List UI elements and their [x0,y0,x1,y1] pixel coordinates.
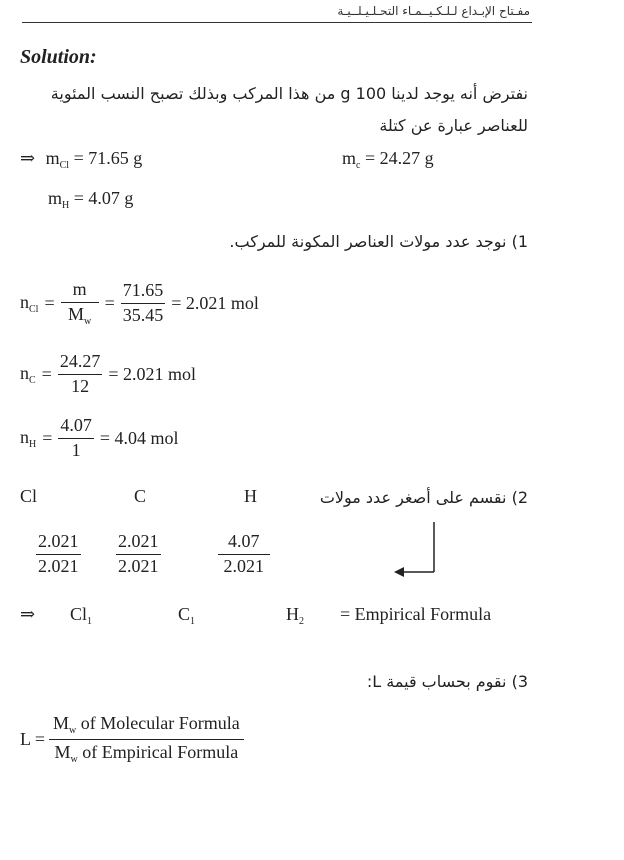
n-h-subscript: H [29,438,37,450]
n-symbol: n [20,362,29,383]
n-h-equation [20,416,179,461]
mw-symbol: M [54,742,71,762]
h-count: 2 [299,616,304,627]
column-cl: Cl [20,486,38,506]
fraction-numerator: 24.27 [58,352,103,375]
fraction-denominator: 12 [71,375,90,396]
cl-count: 1 [87,616,93,627]
fraction-numerator: 2.021 [116,532,161,555]
mass-h-subscript: H [62,200,70,211]
step2-text: 2) نقسم على أصغر عدد مولات [319,488,528,507]
n-c-equation [20,352,196,397]
n-symbol: n [20,426,29,447]
fraction-24-27-over-12 [58,352,103,397]
fraction-denominator: 2.021 [223,555,264,576]
fraction-numerator: 4.07 [58,416,94,439]
fraction-numerator: 4.07 [218,532,270,555]
mass-c-line [342,148,434,171]
n-cl-equation [20,280,259,327]
mass-symbol: m [45,148,60,168]
mass-c-value: = 24.27 g [364,148,434,168]
n-h-result: = 4.04 mol [99,427,179,448]
mass-symbol-c: m [342,148,357,168]
ratio-h [218,532,270,577]
l-denominator [50,740,242,765]
equals-sign-2: = [104,292,115,313]
header-rule [22,22,532,23]
mw-subscript: w [70,754,78,765]
step1-text: 1) نوجد عدد مولات العناصر المكونة للمركب. [229,232,528,251]
fraction-denominator: 35.45 [122,304,164,325]
mass-h-line [48,188,133,211]
page-header-title: مفـتاح الإبـداع لـلـكـيــمـاء التحـلـيـلــيـة [337,4,530,18]
fraction-l [49,714,244,765]
l-formula [20,714,244,765]
n-symbol: n [20,291,29,312]
fraction-numerator: 2.021 [36,532,81,555]
element-cl: Cl [70,604,88,624]
solution-label: Solution: [20,46,97,68]
equals-sign: = [44,292,55,313]
n-c-result: = 2.021 mol [108,363,196,384]
empirical-formula-label: = Empirical Formula [340,604,492,624]
molecular-formula-text: of Molecular Formula [76,713,240,733]
mass-cl-line [20,148,142,171]
c-count: 1 [190,616,196,627]
mass-h-value: = 4.07 g [73,188,134,208]
fraction-m-over-mw [61,280,99,327]
fraction-denominator: M [67,303,84,324]
mass-c-subscript: c [356,160,361,171]
intro-line-1: نفترض أنه يوجد لدينا g 100 من هذا المركب وبذلك تصبح النسب المئوية [50,84,528,103]
fraction-denominator: 1 [71,439,81,460]
implies-arrow: ⇒ [20,148,36,168]
ratio-c [116,532,161,577]
ratio-cl [36,532,81,577]
n-cl-subscript: Cl [29,303,39,315]
step3-text: 3) نقوم بحساب قيمة L: [366,672,528,691]
mw-subscript: w [84,315,92,327]
column-h: H [244,486,257,506]
column-c: C [134,486,147,506]
n-c-subscript: C [29,374,36,386]
empirical-formula-text: of Empirical Formula [77,742,239,762]
fraction-denominator: 2.021 [38,555,79,576]
arrow-down-left-icon [390,520,442,580]
mass-cl-value: = 71.65 g [73,148,143,168]
empirical-cl [70,604,92,627]
intro-line-2: للعناصر عبارة عن كتلة [379,116,528,135]
mw-subscript: w [69,725,77,736]
l-equals: L = [20,729,45,749]
mass-symbol-h: m [48,188,63,208]
fraction-numerator: m [61,280,99,303]
element-h: H [286,604,299,624]
empirical-c [178,604,195,627]
mass-cl-subscript: Cl [59,160,70,171]
l-numerator [49,714,244,740]
fraction-denominator: 2.021 [118,555,159,576]
equals-sign: = [41,363,52,384]
mw-symbol: M [52,713,69,733]
n-cl-result: = 2.021 mol [171,292,259,313]
fraction-numerator: 71.65 [121,281,166,304]
fraction-71-65-over-35-45 [121,281,166,326]
fraction-4-07-over-1 [58,416,94,461]
empirical-h [286,604,304,627]
equals-sign: = [42,427,53,448]
element-c: C [178,604,191,624]
empirical-arrow: ⇒ [20,604,36,624]
